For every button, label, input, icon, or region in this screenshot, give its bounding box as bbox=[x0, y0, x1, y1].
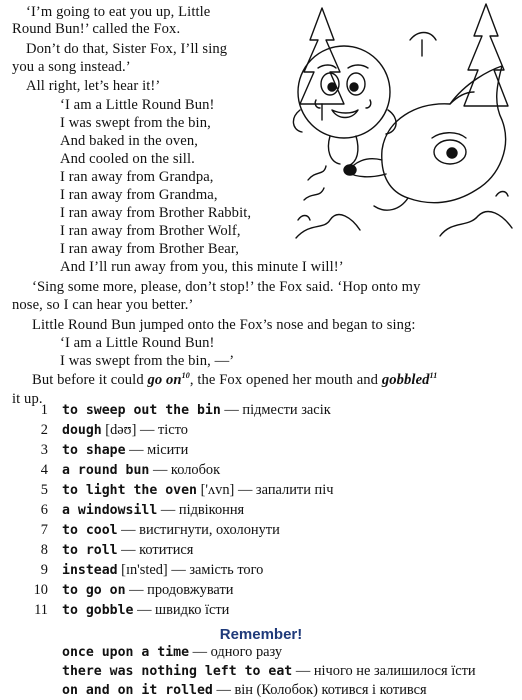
glossary-translation: [dəʊ] — тісто bbox=[101, 422, 188, 438]
story-line: Little Round Bun jumped onto the Fox’s nose and began to sing: bbox=[32, 317, 416, 333]
glossary-item bbox=[0, 542, 522, 562]
glossary-term bbox=[62, 402, 331, 419]
glossary-translation: — продовжувати bbox=[125, 582, 234, 598]
glossary-term-text: to cool bbox=[62, 523, 118, 538]
story-line: All right, let’s hear it!’ bbox=[26, 78, 161, 94]
remember-phrase bbox=[62, 663, 476, 680]
song-line: I ran away from Brother Rabbit, bbox=[60, 205, 252, 221]
remember-phrase bbox=[62, 644, 282, 661]
glossary-term bbox=[62, 422, 188, 439]
glossary-number: 7 bbox=[40, 522, 48, 538]
glossary-item bbox=[0, 442, 522, 462]
phrase-translation: — нічого не залишилося їсти bbox=[292, 663, 476, 679]
glossary-term bbox=[62, 602, 229, 619]
glossary-number: 3 bbox=[40, 442, 48, 458]
story-final-line bbox=[32, 372, 437, 389]
glossary-term-text: to gobble bbox=[62, 603, 134, 618]
glossary-number: 6 bbox=[40, 502, 48, 518]
song-line: I ran away from Grandma, bbox=[60, 187, 218, 203]
story-line: ‘I’m going to eat you up, Little bbox=[26, 4, 211, 20]
glossary-term-text: to go on bbox=[62, 583, 126, 598]
glossary-translation: — місити bbox=[125, 442, 189, 458]
glossary-item bbox=[0, 422, 522, 442]
glossary-term-text: to sweep out the bin bbox=[62, 403, 221, 418]
phrase-translation: — одного разу bbox=[189, 644, 283, 660]
song-line: ‘I am a Little Round Bun! bbox=[60, 97, 215, 113]
phrase-term: there was nothing left to eat bbox=[62, 664, 293, 679]
glossary-translation: — підвіконня bbox=[157, 502, 245, 518]
song-line: I ran away from Grandpa, bbox=[60, 169, 214, 185]
story-line: nose, so I can hear you better.’ bbox=[12, 297, 194, 313]
story-line: you a song instead.’ bbox=[12, 59, 131, 75]
song-line: And baked in the oven, bbox=[60, 133, 198, 149]
glossary-term bbox=[62, 542, 193, 559]
glossary-translation: [ɪn'sted] — замість того bbox=[117, 562, 264, 578]
glossary-translation: ['ʌvn] — запалити піч bbox=[196, 482, 334, 498]
remember-heading: Remember! bbox=[219, 626, 303, 643]
song-line: ‘I am a Little Round Bun! bbox=[60, 335, 215, 351]
glossary-number: 1 bbox=[40, 402, 48, 418]
glossary-item bbox=[0, 402, 522, 422]
glossary-term bbox=[62, 582, 233, 599]
glossary-term bbox=[62, 482, 333, 499]
glossary-item bbox=[0, 462, 522, 482]
glossary-term-text: to roll bbox=[62, 543, 118, 558]
song-line: I ran away from Brother Bear, bbox=[60, 241, 239, 257]
go-on-term: go on bbox=[147, 372, 182, 388]
footnote-ref-10: 10 bbox=[181, 371, 190, 381]
story-line: ‘Sing some more, please, don’t stop!’ the Fox said. ‘Hop onto my bbox=[32, 279, 421, 295]
bun-body bbox=[298, 46, 390, 138]
gobbled-term: gobbled bbox=[381, 372, 430, 388]
glossary-translation: — котитися bbox=[117, 542, 194, 558]
glossary-number: 10 bbox=[33, 582, 48, 598]
phrase-term: once upon a time bbox=[62, 645, 190, 660]
bun-and-fox-illustration bbox=[290, 0, 522, 250]
song-line: I ran away from Brother Wolf, bbox=[60, 223, 241, 239]
glossary-term bbox=[62, 562, 263, 579]
glossary-item bbox=[0, 582, 522, 602]
glossary-translation: — підмести засік bbox=[220, 402, 331, 418]
phrase-translation: — він (Колобок) котився і котився bbox=[212, 682, 427, 698]
song-line: I was swept from the bin, —’ bbox=[60, 353, 235, 369]
glossary-number: 11 bbox=[34, 602, 48, 618]
song-line: And cooled on the sill. bbox=[60, 151, 195, 167]
glossary-term-text: to light the oven bbox=[62, 483, 197, 498]
story-final-text: , the Fox opened her mouth and bbox=[189, 372, 382, 388]
glossary-number: 2 bbox=[40, 422, 48, 438]
story-final-text: But before it could bbox=[32, 372, 148, 388]
glossary-term bbox=[62, 502, 244, 519]
glossary-term-text: a windowsill bbox=[62, 503, 158, 518]
glossary-term bbox=[62, 522, 280, 539]
glossary-item bbox=[0, 602, 522, 622]
glossary-item bbox=[0, 562, 522, 582]
glossary-term-text: dough bbox=[62, 423, 102, 438]
glossary-translation: — швидко їсти bbox=[133, 602, 230, 618]
glossary-item bbox=[0, 522, 522, 542]
fox-head bbox=[382, 66, 506, 203]
phrase-term: on and on it rolled bbox=[62, 683, 213, 698]
glossary-translation: — колобок bbox=[149, 462, 221, 478]
story-line: Round Bun!’ called the Fox. bbox=[12, 21, 181, 37]
glossary-term-text: to shape bbox=[62, 443, 126, 458]
glossary-term-text: instead bbox=[62, 563, 118, 578]
story-line: it up. bbox=[12, 391, 43, 407]
story-line: Don’t do that, Sister Fox, I’ll sing bbox=[26, 41, 228, 57]
glossary-number: 8 bbox=[40, 542, 48, 558]
remember-phrase bbox=[62, 682, 427, 699]
tree-right-icon bbox=[464, 4, 508, 106]
glossary-item bbox=[0, 502, 522, 522]
glossary-number: 9 bbox=[40, 562, 48, 578]
glossary-number: 4 bbox=[40, 462, 48, 478]
glossary-term bbox=[62, 462, 220, 479]
glossary-item bbox=[0, 482, 522, 502]
glossary-translation: — вистигнути, охолонути bbox=[117, 522, 280, 538]
glossary-term bbox=[62, 442, 188, 459]
footnote-ref-11: 11 bbox=[429, 371, 438, 381]
glossary-number: 5 bbox=[40, 482, 48, 498]
song-line: And I’ll run away from you, this minute I will!’ bbox=[60, 259, 344, 275]
song-line: I was swept from the bin, bbox=[60, 115, 211, 131]
glossary-term-text: a round bun bbox=[62, 463, 150, 478]
